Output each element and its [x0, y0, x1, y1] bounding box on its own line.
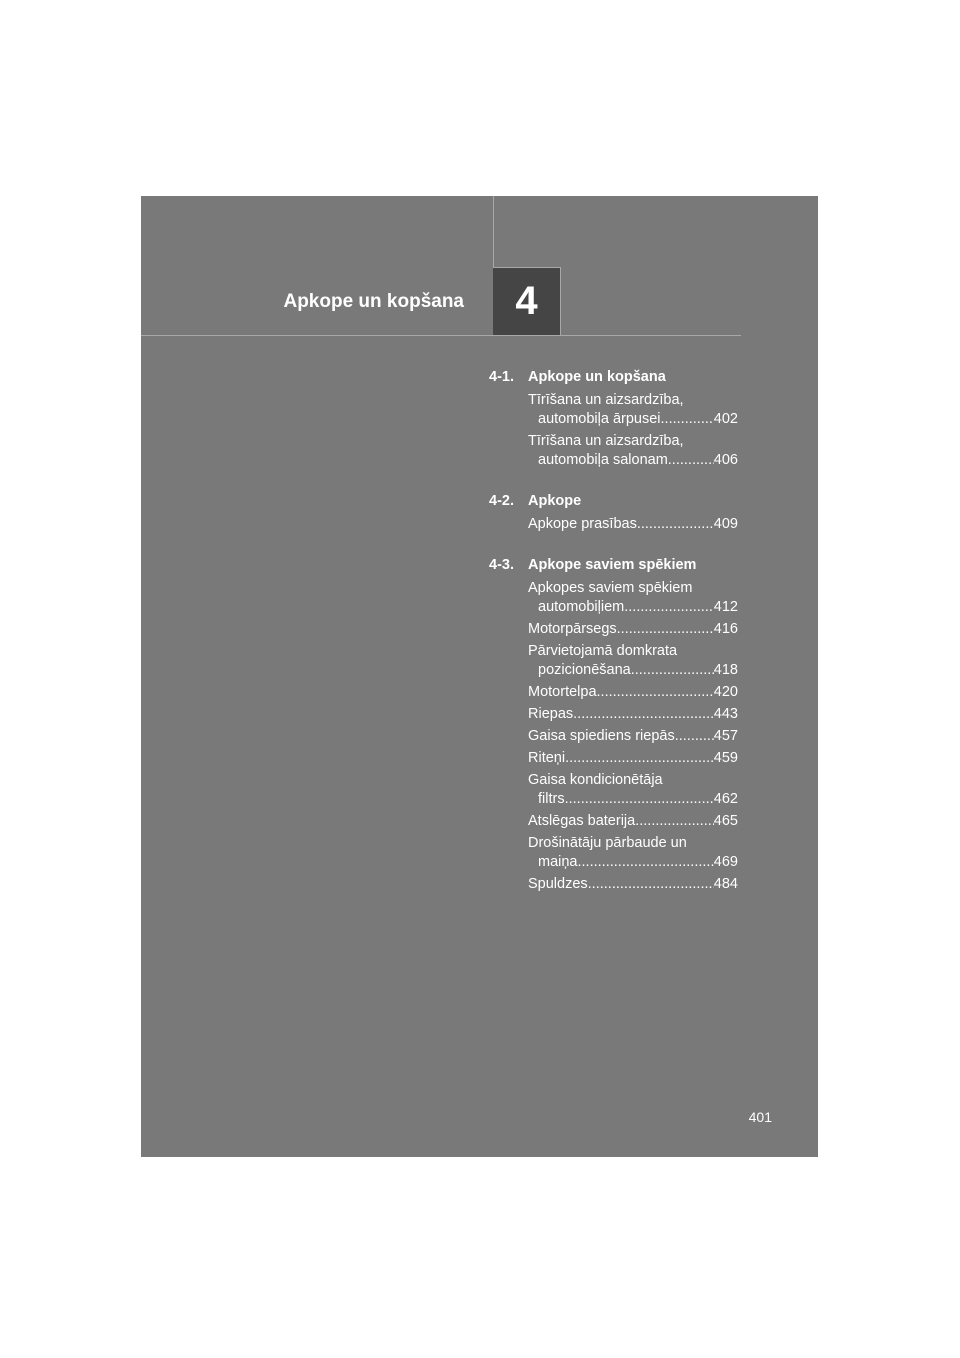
- entry-page-number: 409: [713, 516, 738, 532]
- dot-leader: [624, 598, 714, 617]
- toc-entry[interactable]: [528, 875, 738, 894]
- toc-section: [489, 366, 738, 470]
- entry-page-number: 465: [713, 813, 738, 829]
- toc-entry[interactable]: [528, 391, 738, 429]
- section-heading[interactable]: [489, 490, 738, 512]
- section-number: 4-1.: [489, 369, 514, 385]
- entry-text: Atslēgas baterija: [528, 813, 636, 829]
- entry-text: automobiļa ārpusei: [538, 411, 661, 427]
- toc-entry[interactable]: [528, 834, 738, 872]
- dot-leader: [573, 705, 714, 724]
- entry-page-number: 406: [713, 452, 738, 468]
- section-number: 4-2.: [489, 493, 514, 509]
- table-of-contents: [489, 366, 738, 914]
- section-title: Apkope un kopšana: [528, 369, 666, 385]
- dot-leader: [635, 812, 714, 831]
- entry-page-number: 402: [713, 411, 738, 427]
- entry-text: Spuldzes: [528, 876, 588, 892]
- dot-leader: [631, 661, 714, 680]
- dot-leader: [588, 875, 714, 894]
- entry-page-number: 459: [713, 750, 738, 766]
- toc-entry[interactable]: [528, 432, 738, 470]
- entry-text: Apkopes saviem spēkiem: [528, 580, 693, 596]
- entry-page-number: 416: [713, 621, 738, 637]
- entry-text: Motortelpa: [528, 684, 597, 700]
- toc-section: [489, 490, 738, 534]
- dot-leader: [565, 749, 714, 768]
- entry-text: Gaisa kondicionētāja: [528, 772, 663, 788]
- entry-text: Tīrīšana un aizsardzība,: [528, 433, 684, 449]
- entry-page-number: 469: [713, 854, 738, 870]
- entry-page-number: 457: [713, 728, 738, 744]
- entry-text: pozicionēšana: [538, 662, 631, 678]
- entry-text: Apkope prasības: [528, 516, 637, 532]
- entry-page-number: 484: [713, 876, 738, 892]
- page-number: 401: [748, 1109, 772, 1125]
- entry-text: automobiļiem: [538, 599, 625, 615]
- entry-page-number: 412: [713, 599, 738, 615]
- divider-vertical: [493, 196, 494, 267]
- entry-text: Tīrīšana un aizsardzība,: [528, 392, 684, 408]
- toc-section: [489, 554, 738, 894]
- section-title: Apkope: [528, 493, 582, 509]
- toc-entry[interactable]: [528, 642, 738, 680]
- chapter-number-badge: 4: [493, 267, 561, 335]
- entry-page-number: 418: [713, 662, 738, 678]
- toc-entry[interactable]: [528, 705, 738, 724]
- entry-text: maiņa: [538, 854, 578, 870]
- dot-leader: [661, 410, 714, 429]
- entry-page-number: 420: [713, 684, 738, 700]
- toc-entry[interactable]: [528, 749, 738, 768]
- divider-horizontal: [141, 335, 741, 336]
- dot-leader: [675, 727, 714, 746]
- entry-text: Pārvietojamā domkrata: [528, 643, 678, 659]
- entry-text: Drošinātāju pārbaude un: [528, 835, 687, 851]
- entry-text: Riteņi: [528, 750, 566, 766]
- toc-entry[interactable]: [528, 812, 738, 831]
- section-heading[interactable]: [489, 366, 738, 388]
- entry-page-number: 443: [713, 706, 738, 722]
- entry-page-number: 462: [713, 791, 738, 807]
- entry-text: Motorpārsegs: [528, 621, 617, 637]
- section-number: 4-3.: [489, 557, 514, 573]
- entry-text: Gaisa spiediens riepās: [528, 728, 675, 744]
- chapter-title: Apkope un kopšana: [283, 291, 464, 312]
- entry-text: Riepas: [528, 706, 574, 722]
- dot-leader: [637, 515, 714, 534]
- toc-entry[interactable]: [528, 620, 738, 639]
- toc-entry[interactable]: [528, 579, 738, 617]
- toc-entry[interactable]: [528, 515, 738, 534]
- dot-leader: [565, 790, 714, 809]
- section-title: Apkope saviem spēkiem: [528, 557, 697, 573]
- toc-entry[interactable]: [528, 727, 738, 746]
- toc-entry[interactable]: [528, 771, 738, 809]
- dot-leader: [578, 853, 714, 872]
- toc-entry[interactable]: [528, 683, 738, 702]
- dot-leader: [617, 620, 714, 639]
- entry-text: automobiļa salonam: [538, 452, 668, 468]
- section-heading[interactable]: [489, 554, 738, 576]
- dot-leader: [668, 451, 714, 470]
- chapter-panel: [141, 196, 818, 1157]
- dot-leader: [597, 683, 714, 702]
- entry-text: filtrs: [538, 791, 565, 807]
